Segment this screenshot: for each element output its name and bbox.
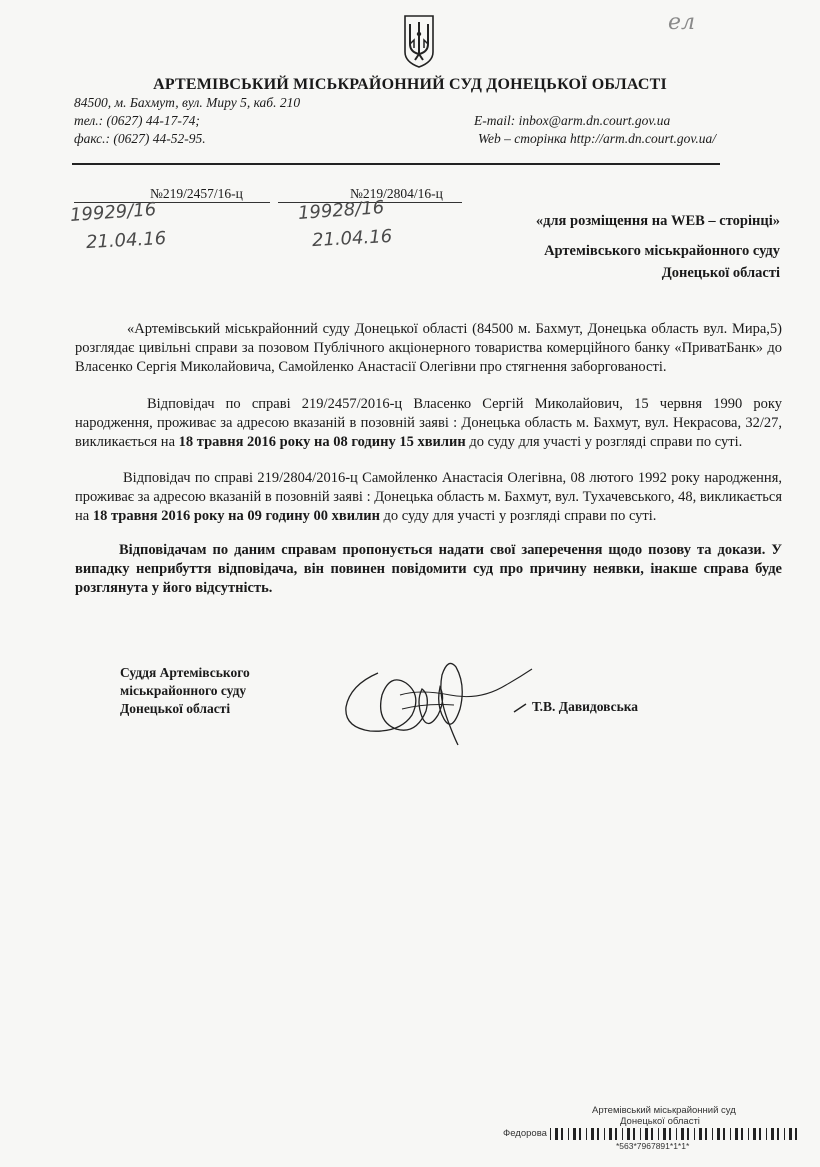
judge-title-line-3: Донецької області bbox=[120, 701, 231, 716]
stamp-clerk-name: Федорова bbox=[503, 1128, 547, 1139]
defendant-1-text-end: до суду для участі у розгляді справи по суті. bbox=[465, 433, 743, 450]
recipient-block bbox=[536, 210, 780, 284]
recipient-line-region: Донецької області bbox=[661, 265, 780, 281]
body-paragraph-defendant-1 bbox=[75, 395, 782, 451]
court-phone: тел.: (0627) 44-17-74; bbox=[74, 113, 200, 128]
case-number-1: №219/2457/16-ц bbox=[150, 186, 243, 201]
corner-handwritten-mark: ел bbox=[668, 10, 696, 35]
recipient-line-web: «для розміщення на WEB – сторінці» bbox=[535, 213, 780, 229]
body-paragraph-objections: Відповідачам по даним справам пропонується надати свої заперечення щодо позову та докази. У випадку неприбуття відповідача, він повинен повідомити суд про причину неявки, інакше справа буде розглянута у його відсутність. bbox=[75, 542, 782, 596]
defendant-1-text: Відповідач по справі 219/2457/2016-ц Власенко Сергій Миколайович, 15 червня 1990 року народження, проживає за адресою вказаній в позовній заяві : Донецька область м. Бахмут, вул. Некрасова, 32/27, викликається на bbox=[75, 396, 782, 450]
case-2-handwritten-reg-number: 19928/16 bbox=[297, 197, 385, 224]
handwritten-signature bbox=[330, 655, 540, 750]
stamp-barcode-code: *563*7967891*1*1* bbox=[616, 1141, 690, 1151]
judge-title-block bbox=[120, 664, 250, 718]
barcode-icon bbox=[550, 1128, 800, 1140]
case-2-handwritten-date: 21.04.16 bbox=[311, 225, 393, 252]
body-paragraph-intro: «Артемівський міськрайонний суду Донецької області (84500 м. Бахмут, Донецька область вул. Мира,5) розглядає цивільні справи за позовом Публічного акціонерного товариства комерційного банку «ПриватБанк» до Власенко Сергія Миколайовича, Самойленко Анастасії Олегівни про стягнення заборгованості. bbox=[75, 321, 782, 375]
court-email-link[interactable]: E-mail: inbox@arm.dn.court.gov.ua bbox=[474, 113, 671, 128]
stamp-court-line: Артемівський міськрайонний суд bbox=[592, 1105, 736, 1116]
defendant-2-hearing-time: 18 травня 2016 року на 09 годину 00 хвилин bbox=[92, 507, 380, 524]
stamp-region-line: Донецької області bbox=[620, 1116, 700, 1127]
court-title: АРТЕМІВСЬКИЙ МІСЬКРАЙОННИЙ СУД ДОНЕЦЬКОЇ ОБЛАСТІ bbox=[153, 76, 667, 93]
coat-of-arms-icon bbox=[402, 14, 436, 68]
court-fax: факс.: (0627) 44-52-95. bbox=[74, 131, 206, 146]
court-address: 84500, м. Бахмут, вул. Миру 5, каб. 210 bbox=[74, 95, 301, 110]
case-1-handwritten-reg-number: 19929/16 bbox=[69, 199, 157, 226]
defendant-1-hearing-time: 18 травня 2016 року на 08 годину 15 хвилин bbox=[178, 433, 466, 450]
judge-name: Т.В. Давидовська bbox=[532, 699, 639, 714]
judge-title-line-1: Суддя Артемівського bbox=[120, 665, 250, 680]
case-1-handwritten-date: 21.04.16 bbox=[85, 227, 167, 254]
signature-stroke-mark bbox=[512, 700, 530, 714]
defendant-2-text-end: до суду для участі у розгляді справи по суті. bbox=[379, 507, 657, 524]
recipient-line-court: Артемівського міськрайонного суду bbox=[544, 243, 780, 259]
judge-title-line-2: міськрайонного суду bbox=[120, 683, 247, 698]
case-number-2: №219/2804/16-ц bbox=[350, 186, 443, 201]
body-paragraph-defendant-2 bbox=[75, 469, 782, 525]
header-divider bbox=[72, 163, 720, 165]
defendant-2-text: Відповідач по справі 219/2804/2016-ц Самойленко Анастасія Олегівна, 08 лютого 1992 року народження, проживає за адресою вказаній в позовній заяві : Донецька область м. Бахмут, вул. Тухачевського, 48, викликається на bbox=[75, 470, 783, 524]
court-website-link[interactable]: Web – сторінка http://arm.dn.court.gov.ua/ bbox=[478, 131, 717, 146]
